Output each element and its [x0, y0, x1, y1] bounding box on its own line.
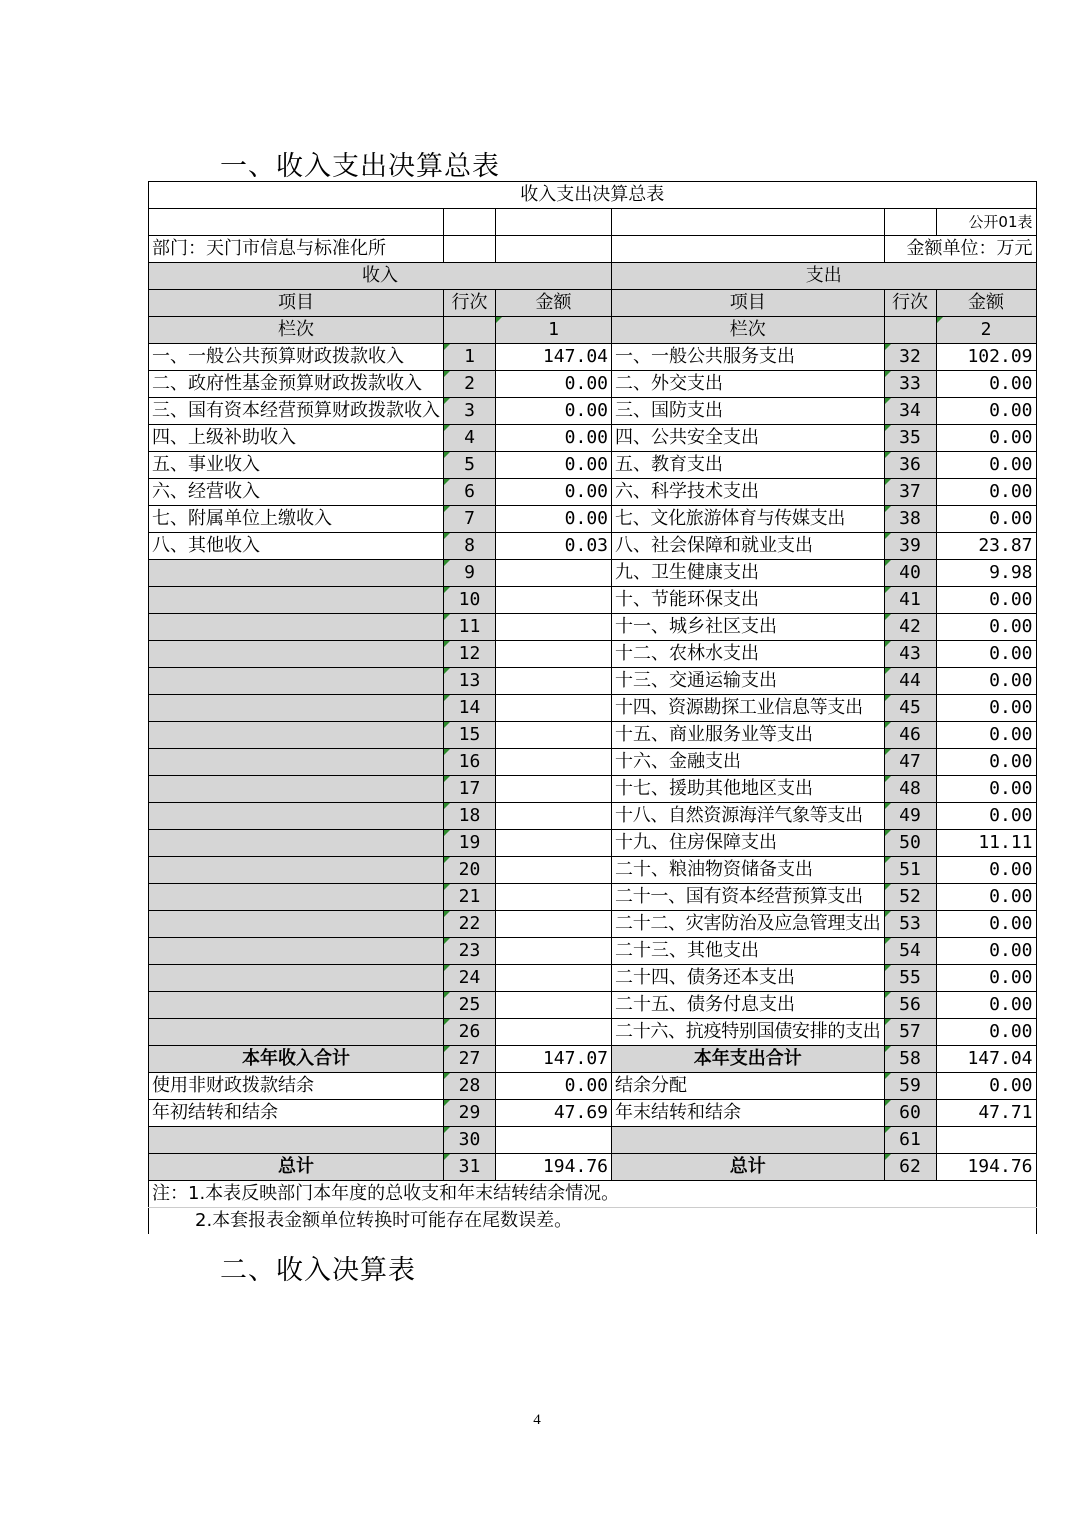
income-row-no: 13 — [444, 668, 496, 695]
expense-row-no: 37 — [884, 479, 936, 506]
expense-row-no: 40 — [884, 560, 936, 587]
table-row — [149, 587, 1037, 614]
expense-item: 二十一、国有资本经营预算支出 — [612, 884, 885, 911]
expense-item: 四、公共安全支出 — [612, 425, 885, 452]
expense-col-no: 2 — [936, 317, 1036, 344]
income-amount: 0.00 — [496, 479, 612, 506]
income-row-no: 23 — [444, 938, 496, 965]
expense-amount: 0.00 — [936, 884, 1036, 911]
row29-expense-label: 年末结转和结余 — [612, 1100, 885, 1127]
expense-row-no: 48 — [884, 776, 936, 803]
income-lanci: 栏次 — [149, 317, 444, 344]
income-row-no: 25 — [444, 992, 496, 1019]
total-year-income-label: 本年收入合计 — [149, 1046, 444, 1073]
income-row-no: 1 — [444, 344, 496, 371]
income-expense-table — [148, 181, 1037, 1234]
expense-item: 十九、住房保障支出 — [612, 830, 885, 857]
income-amount — [496, 911, 612, 938]
table-row — [149, 965, 1037, 992]
income-item: 八、其他收入 — [149, 533, 444, 560]
table-row — [149, 857, 1037, 884]
budget-summary-sheet — [148, 181, 1037, 1234]
table-row — [149, 803, 1037, 830]
income-item — [149, 938, 444, 965]
income-row-no: 8 — [444, 533, 496, 560]
table-body — [149, 344, 1037, 1046]
expense-amount: 0.00 — [936, 749, 1036, 776]
expense-row-no: 52 — [884, 884, 936, 911]
row29-expense-no: 60 — [884, 1100, 936, 1127]
table-row — [149, 560, 1037, 587]
expense-amount: 0.00 — [936, 398, 1036, 425]
expense-amount: 0.00 — [936, 479, 1036, 506]
table-row — [149, 533, 1037, 560]
income-item: 六、经营收入 — [149, 479, 444, 506]
income-row-no: 7 — [444, 506, 496, 533]
income-row-no: 6 — [444, 479, 496, 506]
income-row-no: 21 — [444, 884, 496, 911]
expense-lanci: 栏次 — [612, 317, 885, 344]
income-item — [149, 560, 444, 587]
expense-amount: 0.00 — [936, 1019, 1036, 1046]
expense-item: 十四、资源勘探工业信息等支出 — [612, 695, 885, 722]
income-header: 收入 — [149, 263, 612, 290]
income-row-no: 10 — [444, 587, 496, 614]
row29-income-amount: 47.69 — [496, 1100, 612, 1127]
income-row-no: 14 — [444, 695, 496, 722]
expense-item: 二十二、灾害防治及应急管理支出 — [612, 911, 885, 938]
income-amount: 0.00 — [496, 425, 612, 452]
table-row — [149, 695, 1037, 722]
note-1: 注：1.本表反映部门本年度的总收支和年末结转结余情况。 — [149, 1181, 1037, 1208]
income-row-no: 18 — [444, 803, 496, 830]
expense-amount: 0.00 — [936, 803, 1036, 830]
expense-item: 八、社会保障和就业支出 — [612, 533, 885, 560]
unit-label: 金额单位：万元 — [884, 236, 1036, 263]
total-year-expense-amount: 147.04 — [936, 1046, 1036, 1073]
expense-row-no: 50 — [884, 830, 936, 857]
income-row-no: 22 — [444, 911, 496, 938]
table-row — [149, 452, 1037, 479]
expense-amount: 0.00 — [936, 938, 1036, 965]
expense-amount: 0.00 — [936, 911, 1036, 938]
income-item — [149, 992, 444, 1019]
expense-item: 二十、粮油物资储备支出 — [612, 857, 885, 884]
expense-item: 二十四、债务还本支出 — [612, 965, 885, 992]
income-row-no: 24 — [444, 965, 496, 992]
income-amount — [496, 857, 612, 884]
expense-item: 十八、自然资源海洋气象等支出 — [612, 803, 885, 830]
income-amount: 0.00 — [496, 371, 612, 398]
income-amount: 0.00 — [496, 506, 612, 533]
expense-item: 十六、金融支出 — [612, 749, 885, 776]
income-item: 一、一般公共预算财政拨款收入 — [149, 344, 444, 371]
row30-income-no: 30 — [444, 1127, 496, 1154]
income-amount — [496, 722, 612, 749]
income-item — [149, 857, 444, 884]
row28-income-amount: 0.00 — [496, 1073, 612, 1100]
income-item — [149, 965, 444, 992]
expense-row-no: 44 — [884, 668, 936, 695]
income-row-no: 12 — [444, 641, 496, 668]
expense-item: 十五、商业服务业等支出 — [612, 722, 885, 749]
expense-row-no: 57 — [884, 1019, 936, 1046]
expense-amount: 0.00 — [936, 506, 1036, 533]
income-row-no: 9 — [444, 560, 496, 587]
table-row — [149, 668, 1037, 695]
income-row-no: 17 — [444, 776, 496, 803]
expense-amount: 0.00 — [936, 641, 1036, 668]
note-2: 2.本套报表金额单位转换时可能存在尾数误差。 — [149, 1208, 1037, 1235]
income-col-no: 1 — [496, 317, 612, 344]
expense-col-amount: 金额 — [936, 290, 1036, 317]
expense-row-no: 54 — [884, 938, 936, 965]
table-row — [149, 506, 1037, 533]
income-item: 五、事业收入 — [149, 452, 444, 479]
row30-expense-no: 61 — [884, 1127, 936, 1154]
income-amount — [496, 1019, 612, 1046]
income-row-no: 26 — [444, 1019, 496, 1046]
income-item: 七、附属单位上缴收入 — [149, 506, 444, 533]
income-amount — [496, 965, 612, 992]
income-item — [149, 587, 444, 614]
income-amount: 0.00 — [496, 398, 612, 425]
expense-amount: 0.00 — [936, 587, 1036, 614]
table-row — [149, 722, 1037, 749]
income-row-no: 19 — [444, 830, 496, 857]
income-item — [149, 911, 444, 938]
grand-total-income-amount: 194.76 — [496, 1154, 612, 1181]
income-row-no: 5 — [444, 452, 496, 479]
expense-item: 七、文化旅游体育与传媒支出 — [612, 506, 885, 533]
total-year-expense-label: 本年支出合计 — [612, 1046, 885, 1073]
expense-row-no: 49 — [884, 803, 936, 830]
income-amount — [496, 641, 612, 668]
expense-amount: 0.00 — [936, 722, 1036, 749]
expense-amount: 102.09 — [936, 344, 1036, 371]
income-item: 二、政府性基金预算财政拨款收入 — [149, 371, 444, 398]
expense-row-no: 34 — [884, 398, 936, 425]
total-year-income-no: 27 — [444, 1046, 496, 1073]
row29-expense-amount: 47.71 — [936, 1100, 1036, 1127]
income-item — [149, 1019, 444, 1046]
expense-row-no: 32 — [884, 344, 936, 371]
expense-amount: 0.00 — [936, 695, 1036, 722]
expense-item: 十二、农林水支出 — [612, 641, 885, 668]
income-row-no: 4 — [444, 425, 496, 452]
expense-col-item: 项目 — [612, 290, 885, 317]
expense-item: 二十三、其他支出 — [612, 938, 885, 965]
income-amount — [496, 668, 612, 695]
expense-row-no: 39 — [884, 533, 936, 560]
expense-row-no: 51 — [884, 857, 936, 884]
table-row — [149, 344, 1037, 371]
expense-row-no: 36 — [884, 452, 936, 479]
income-amount — [496, 992, 612, 1019]
expense-row-no: 56 — [884, 992, 936, 1019]
expense-item: 二十五、债务付息支出 — [612, 992, 885, 1019]
expense-amount: 0.00 — [936, 992, 1036, 1019]
income-item — [149, 830, 444, 857]
expense-row-no: 43 — [884, 641, 936, 668]
income-amount — [496, 695, 612, 722]
income-amount — [496, 614, 612, 641]
income-amount — [496, 938, 612, 965]
expense-row-no: 35 — [884, 425, 936, 452]
expense-row-no: 42 — [884, 614, 936, 641]
grand-total-income-label: 总计 — [149, 1154, 444, 1181]
row28-expense-amount: 0.00 — [936, 1073, 1036, 1100]
income-row-no: 15 — [444, 722, 496, 749]
grand-total-income-no: 31 — [444, 1154, 496, 1181]
section-heading-2: 二、收入决算表 — [220, 1255, 416, 1286]
expense-item: 十、节能环保支出 — [612, 587, 885, 614]
expense-amount: 0.00 — [936, 776, 1036, 803]
income-amount — [496, 803, 612, 830]
income-item — [149, 776, 444, 803]
expense-row-no: 41 — [884, 587, 936, 614]
grand-total-expense-no: 62 — [884, 1154, 936, 1181]
income-col-item: 项目 — [149, 290, 444, 317]
income-col-row: 行次 — [444, 290, 496, 317]
table-row — [149, 641, 1037, 668]
section-heading-1: 一、收入支出决算总表 — [220, 151, 500, 182]
income-amount — [496, 587, 612, 614]
income-row-no: 20 — [444, 857, 496, 884]
table-row — [149, 992, 1037, 1019]
income-amount — [496, 776, 612, 803]
income-amount: 147.04 — [496, 344, 612, 371]
expense-amount: 0.00 — [936, 668, 1036, 695]
table-row — [149, 938, 1037, 965]
table-row — [149, 479, 1037, 506]
income-item — [149, 641, 444, 668]
table-row — [149, 884, 1037, 911]
row28-expense-no: 59 — [884, 1073, 936, 1100]
row28-expense-label: 结余分配 — [612, 1073, 885, 1100]
row29-income-no: 29 — [444, 1100, 496, 1127]
income-item — [149, 614, 444, 641]
total-year-expense-no: 58 — [884, 1046, 936, 1073]
table-row — [149, 830, 1037, 857]
expense-item: 十一、城乡社区支出 — [612, 614, 885, 641]
expense-amount: 0.00 — [936, 371, 1036, 398]
expense-header: 支出 — [612, 263, 1037, 290]
income-item — [149, 722, 444, 749]
department-label: 部门：天门市信息与标准化所 — [149, 236, 444, 263]
income-col-amount: 金额 — [496, 290, 612, 317]
expense-row-no: 55 — [884, 965, 936, 992]
table-row — [149, 398, 1037, 425]
row28-income-label: 使用非财政拨款结余 — [149, 1073, 444, 1100]
income-row-no: 2 — [444, 371, 496, 398]
expense-amount: 23.87 — [936, 533, 1036, 560]
table-row — [149, 425, 1037, 452]
table-row — [149, 1019, 1037, 1046]
expense-item: 六、科学技术支出 — [612, 479, 885, 506]
expense-item: 二、外交支出 — [612, 371, 885, 398]
grand-total-expense-label: 总计 — [612, 1154, 885, 1181]
income-amount: 0.03 — [496, 533, 612, 560]
expense-row-no: 47 — [884, 749, 936, 776]
table-row — [149, 911, 1037, 938]
expense-amount: 0.00 — [936, 965, 1036, 992]
income-amount — [496, 830, 612, 857]
expense-item: 九、卫生健康支出 — [612, 560, 885, 587]
expense-row-no: 46 — [884, 722, 936, 749]
income-amount — [496, 749, 612, 776]
income-item — [149, 884, 444, 911]
expense-amount: 11.11 — [936, 830, 1036, 857]
table-row — [149, 371, 1037, 398]
table-title: 收入支出决算总表 — [149, 182, 1037, 209]
income-item — [149, 803, 444, 830]
expense-amount: 9.98 — [936, 560, 1036, 587]
page-number: 4 — [533, 1412, 541, 1428]
income-row-no: 16 — [444, 749, 496, 776]
expense-amount: 0.00 — [936, 425, 1036, 452]
expense-amount: 0.00 — [936, 614, 1036, 641]
expense-item: 一、一般公共服务支出 — [612, 344, 885, 371]
income-amount — [496, 884, 612, 911]
expense-row-no: 33 — [884, 371, 936, 398]
grand-total-expense-amount: 194.76 — [936, 1154, 1036, 1181]
income-item: 四、上级补助收入 — [149, 425, 444, 452]
expense-amount: 0.00 — [936, 452, 1036, 479]
income-item — [149, 749, 444, 776]
expense-item: 五、教育支出 — [612, 452, 885, 479]
income-item: 三、国有资本经营预算财政拨款收入 — [149, 398, 444, 425]
table-row — [149, 776, 1037, 803]
expense-item: 二十六、抗疫特别国债安排的支出 — [612, 1019, 885, 1046]
income-row-no: 11 — [444, 614, 496, 641]
income-row-no: 3 — [444, 398, 496, 425]
expense-col-row: 行次 — [884, 290, 936, 317]
expense-item: 十三、交通运输支出 — [612, 668, 885, 695]
row29-income-label: 年初结转和结余 — [149, 1100, 444, 1127]
expense-row-no: 45 — [884, 695, 936, 722]
income-item — [149, 668, 444, 695]
row28-income-no: 28 — [444, 1073, 496, 1100]
table-row — [149, 749, 1037, 776]
total-year-income-amount: 147.07 — [496, 1046, 612, 1073]
expense-item: 三、国防支出 — [612, 398, 885, 425]
income-amount: 0.00 — [496, 452, 612, 479]
expense-item: 十七、援助其他地区支出 — [612, 776, 885, 803]
table-row — [149, 614, 1037, 641]
expense-row-no: 38 — [884, 506, 936, 533]
income-item — [149, 695, 444, 722]
form-code: 公开01表 — [936, 209, 1036, 236]
expense-row-no: 53 — [884, 911, 936, 938]
expense-amount: 0.00 — [936, 857, 1036, 884]
income-amount — [496, 560, 612, 587]
